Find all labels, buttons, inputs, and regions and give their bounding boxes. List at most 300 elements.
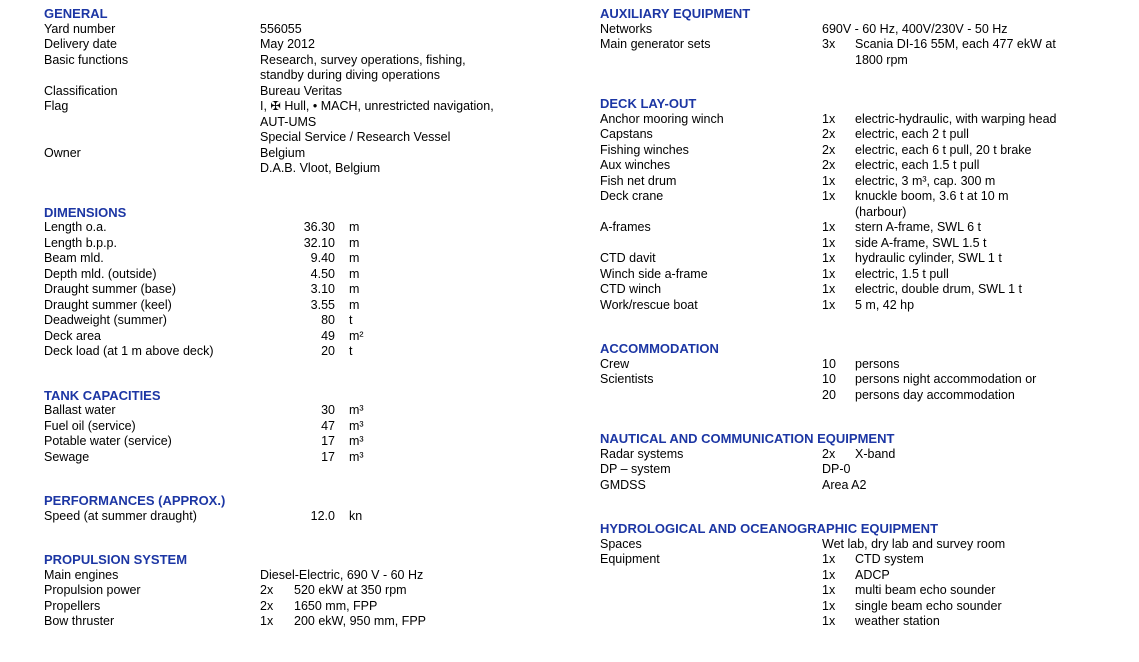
spec-qty: 20	[822, 387, 836, 402]
spec-value	[260, 22, 566, 38]
spec-value	[260, 37, 566, 53]
spec-label: Basic functions	[44, 52, 129, 67]
spec-row	[44, 53, 566, 84]
spec-qty	[822, 53, 855, 69]
spec-text: knuckle boom, 3.6 t at 10 m	[855, 189, 1009, 203]
spec-text: persons night accommodation or	[855, 372, 1037, 386]
spec-value-line	[822, 127, 1137, 143]
section-performances-approx	[44, 493, 566, 524]
spec-value-line	[260, 313, 566, 329]
spec-value	[260, 236, 566, 252]
spec-value-line	[822, 388, 1137, 404]
spec-row	[600, 112, 1137, 128]
spec-number: 20	[321, 344, 335, 358]
section-tank-capacities	[44, 388, 566, 466]
spec-label: Ballast water	[44, 403, 116, 417]
spec-value-line	[822, 614, 1137, 630]
spec-label: Anchor mooring winch	[600, 111, 724, 126]
spec-label: Yard number	[44, 21, 116, 36]
spec-value-line	[260, 568, 566, 584]
spec-value	[822, 220, 1137, 251]
spec-text: electric, each 2 t pull	[855, 127, 969, 141]
spec-value-line	[822, 447, 1137, 463]
spec-value-line	[260, 298, 566, 314]
spec-text: Belgium	[260, 145, 306, 160]
section-general	[44, 6, 566, 177]
section-title: ACCOMMODATION	[600, 341, 719, 356]
spec-unit: kn	[349, 508, 363, 523]
spec-value	[260, 419, 566, 435]
spec-row	[600, 552, 1137, 630]
spec-text: electric, double drum, SWL 1 t	[855, 282, 1022, 296]
spec-value-line	[260, 22, 566, 38]
spec-label: Fuel oil (service)	[44, 418, 136, 433]
spec-value-line	[260, 419, 566, 435]
spec-label: Scientists	[600, 372, 654, 386]
spec-text: Scania DI-16 55M, each 477 ekW at	[855, 37, 1056, 51]
spec-value-line	[822, 372, 1137, 388]
spec-row	[600, 372, 1137, 403]
spec-row	[600, 357, 1137, 373]
spec-number: 80	[321, 313, 335, 327]
spec-text: 1650 mm, FPP	[294, 598, 378, 613]
spec-label: Potable water (service)	[44, 434, 172, 448]
spec-value-line	[822, 143, 1137, 159]
spec-value-line	[260, 403, 566, 419]
spec-label: Spaces	[600, 536, 642, 551]
section-title: NAUTICAL AND COMMUNICATION EQUIPMENT	[600, 431, 895, 446]
section-nautical-and-communication-equipment	[600, 431, 1137, 493]
spec-text: side A-frame, SWL 1.5 t	[855, 235, 987, 250]
spec-value	[822, 174, 1137, 190]
spec-value	[822, 298, 1137, 314]
spec-text: 556055	[260, 21, 302, 36]
spec-text: 5 m, 42 hp	[855, 297, 915, 312]
spec-qty: 1x	[822, 297, 836, 312]
spec-unit: m	[349, 297, 360, 312]
spec-value	[260, 509, 566, 525]
spec-number: 47	[321, 418, 335, 433]
spec-value-line	[822, 236, 1137, 252]
spec-unit: m	[349, 266, 360, 281]
spec-value	[260, 599, 566, 615]
spec-label: Equipment	[600, 552, 660, 566]
spec-label: Bow thruster	[44, 614, 115, 628]
spec-value-line	[822, 189, 1137, 205]
spec-value-line	[822, 599, 1137, 615]
spec-value	[260, 450, 566, 466]
spec-label: Propellers	[44, 598, 101, 613]
spec-label: Draught summer (keel)	[44, 297, 172, 312]
spec-label: A-frames	[600, 220, 651, 234]
spec-value	[822, 189, 1137, 220]
spec-label: Delivery date	[44, 37, 117, 51]
spec-row	[44, 37, 566, 53]
spec-number: 4.50	[310, 266, 335, 281]
spec-number: 17	[321, 449, 335, 464]
spec-row	[600, 37, 1137, 68]
spec-value-line	[260, 146, 566, 162]
spec-unit: t	[349, 313, 353, 327]
spec-number: 9.40	[310, 251, 335, 265]
spec-value	[822, 282, 1137, 298]
spec-qty: 2x	[260, 598, 274, 613]
spec-text: DP-0	[822, 462, 851, 476]
spec-text: electric, each 1.5 t pull	[855, 158, 980, 172]
spec-value-line	[822, 282, 1137, 298]
spec-row	[600, 189, 1137, 220]
spec-value	[822, 37, 1137, 68]
spec-text: I, ✠ Hull, • MACH, unrestricted navigation,	[260, 99, 494, 113]
spec-value-line	[260, 583, 566, 599]
spec-value	[822, 372, 1137, 403]
spec-row	[600, 478, 1137, 494]
spec-qty: 1x	[822, 567, 836, 582]
spec-row	[44, 599, 566, 615]
spec-text: Diesel-Electric, 690 V - 60 Hz	[260, 567, 424, 582]
spec-text: Bureau Veritas	[260, 83, 342, 98]
spec-value	[822, 251, 1137, 267]
spec-qty: 10	[822, 372, 836, 386]
spec-label: Main engines	[44, 567, 119, 582]
spec-value-line	[260, 251, 566, 267]
spec-label: Radar systems	[600, 446, 684, 461]
spec-text: persons	[855, 356, 900, 371]
spec-row	[44, 267, 566, 283]
section-auxiliary-equipment	[600, 6, 1137, 68]
spec-row	[44, 282, 566, 298]
spec-unit: m	[349, 235, 360, 250]
spec-text: electric, 1.5 t pull	[855, 266, 949, 281]
spec-text: electric, 3 m³, cap. 300 m	[855, 173, 996, 188]
spec-qty: 3x	[822, 37, 836, 51]
spec-row	[600, 22, 1137, 38]
section-title: HYDROLOGICAL AND OCEANOGRAPHIC EQUIPMENT	[600, 521, 939, 536]
spec-qty: 2x	[822, 446, 836, 461]
column-left	[44, 6, 566, 630]
spec-value	[822, 447, 1137, 463]
spec-text: 520 ekW at 350 rpm	[294, 583, 407, 597]
spec-label: Crew	[600, 356, 630, 371]
spec-value	[260, 282, 566, 298]
spec-value	[260, 313, 566, 329]
spec-value	[822, 127, 1137, 143]
spec-text: X-band	[855, 446, 896, 461]
spec-value-line	[260, 267, 566, 283]
spec-row	[600, 174, 1137, 190]
spec-row	[600, 251, 1137, 267]
spec-row	[44, 344, 566, 360]
spec-row	[600, 267, 1137, 283]
spec-value-line	[822, 298, 1137, 314]
spec-text: Special Service / Research Vessel	[260, 130, 451, 144]
section-propulsion-system	[44, 552, 566, 630]
spec-label: Owner	[44, 145, 81, 160]
spec-value-line	[822, 220, 1137, 236]
spec-row	[600, 298, 1137, 314]
spec-unit: t	[349, 344, 353, 358]
spec-row	[600, 462, 1137, 478]
spec-number: 17	[321, 434, 335, 448]
spec-row	[44, 298, 566, 314]
spec-label: Length o.a.	[44, 220, 107, 234]
spec-text: hydraulic cylinder, SWL 1 t	[855, 251, 1002, 265]
spec-qty: 1x	[822, 189, 836, 203]
spec-value-line	[822, 478, 1137, 494]
spec-unit: m	[349, 220, 360, 234]
spec-number: 36.30	[303, 220, 335, 234]
spec-text: D.A.B. Vloot, Belgium	[260, 161, 381, 175]
spec-qty: 1x	[822, 173, 836, 188]
spec-qty: 1x	[822, 266, 836, 281]
spec-value-line	[260, 614, 566, 630]
spec-value-line	[822, 357, 1137, 373]
spec-label: Capstans	[600, 127, 653, 141]
spec-row	[44, 84, 566, 100]
spec-qty: 10	[822, 356, 836, 371]
spec-value	[822, 158, 1137, 174]
section-accommodation	[600, 341, 1137, 403]
spec-value-line	[822, 53, 1137, 69]
spec-value-line	[260, 220, 566, 236]
spec-value	[260, 267, 566, 283]
spec-row	[44, 313, 566, 329]
spec-number: 30	[321, 403, 335, 417]
spec-value-line	[260, 509, 566, 525]
spec-qty: 1x	[822, 583, 836, 597]
spec-label: Beam mld.	[44, 251, 104, 265]
spec-value-line	[260, 236, 566, 252]
spec-unit: m³	[349, 418, 364, 433]
spec-qty: 1x	[822, 614, 836, 628]
spec-label: Deck area	[44, 328, 101, 343]
spec-value-line	[260, 53, 566, 69]
spec-value-line	[822, 174, 1137, 190]
spec-value	[260, 53, 566, 84]
column-right	[600, 6, 1137, 630]
spec-text: stern A-frame, SWL 6 t	[855, 220, 981, 234]
spec-label: Deadweight (summer)	[44, 313, 167, 327]
spec-label: Draught summer (base)	[44, 282, 176, 296]
spec-label: Main generator sets	[600, 37, 711, 51]
spec-value-line	[260, 161, 566, 177]
section-title: TANK CAPACITIES	[44, 387, 161, 403]
spec-label: Classification	[44, 83, 118, 98]
spec-text: May 2012	[260, 37, 315, 51]
spec-value	[260, 344, 566, 360]
spec-value-line	[260, 68, 566, 84]
spec-row	[44, 583, 566, 599]
spec-qty: 2x	[822, 127, 836, 141]
spec-value-line	[822, 552, 1137, 568]
spec-text: electric, each 6 t pull, 20 t brake	[855, 142, 1032, 157]
spec-qty: 1x	[822, 251, 836, 265]
spec-value-line	[260, 37, 566, 53]
spec-text: persons day accommodation	[855, 387, 1015, 402]
spec-label: Flag	[44, 99, 69, 113]
spec-number: 12.0	[310, 508, 335, 523]
spec-value	[822, 22, 1137, 38]
spec-label: Aux winches	[600, 158, 671, 172]
spec-value-line	[822, 462, 1137, 478]
spec-qty: 2x	[260, 583, 274, 597]
spec-row	[44, 509, 566, 525]
section-title: PROPULSION SYSTEM	[44, 552, 188, 567]
spec-label: CTD winch	[600, 282, 662, 296]
section-title: AUXILIARY EQUIPMENT	[600, 6, 751, 21]
spec-value-line	[822, 205, 1137, 221]
spec-value	[822, 112, 1137, 128]
spec-row	[44, 568, 566, 584]
spec-number: 49	[321, 328, 335, 343]
spec-label: Sewage	[44, 449, 90, 464]
spec-row	[44, 220, 566, 236]
spec-qty: 1x	[822, 552, 836, 566]
spec-value	[260, 614, 566, 630]
spec-value-line	[822, 267, 1137, 283]
spec-value-line	[822, 112, 1137, 128]
spec-text: 1800 rpm	[855, 52, 908, 67]
spec-label: Winch side a-frame	[600, 266, 708, 281]
spec-row	[44, 419, 566, 435]
spec-value-line	[260, 450, 566, 466]
spec-value-line	[822, 251, 1137, 267]
spec-label: Fishing winches	[600, 142, 689, 157]
spec-value-line	[260, 344, 566, 360]
spec-text: 690V - 60 Hz, 400V/230V - 50 Hz	[822, 21, 1008, 36]
spec-value	[260, 329, 566, 345]
spec-text: AUT-UMS	[260, 114, 317, 129]
spec-value-line	[260, 130, 566, 146]
spec-label: CTD davit	[600, 251, 656, 265]
spec-value	[260, 568, 566, 584]
spec-row	[600, 143, 1137, 159]
spec-text: multi beam echo sounder	[855, 583, 996, 597]
spec-label: Propulsion power	[44, 583, 141, 597]
spec-row	[600, 127, 1137, 143]
spec-value-line	[822, 22, 1137, 38]
spec-row	[44, 99, 566, 146]
spec-value	[260, 146, 566, 177]
spec-value	[822, 552, 1137, 630]
spec-value-line	[260, 99, 566, 115]
spec-unit: m	[349, 251, 360, 265]
spec-qty: 1x	[822, 111, 836, 126]
spec-qty	[822, 205, 855, 221]
spec-value	[260, 99, 566, 146]
spec-row	[44, 236, 566, 252]
spec-label: Networks	[600, 21, 653, 36]
spec-qty: 1x	[822, 282, 836, 296]
spec-value-line	[260, 84, 566, 100]
spec-value	[260, 220, 566, 236]
spec-row	[44, 146, 566, 177]
spec-qty: 1x	[822, 235, 836, 250]
spec-qty: 1x	[260, 614, 274, 628]
spec-label: Depth mld. (outside)	[44, 266, 157, 281]
section-hydrological-and-oceanographic-equipment	[600, 521, 1137, 630]
spec-label: GMDSS	[600, 477, 646, 492]
spec-value-line	[260, 599, 566, 615]
spec-value-line	[260, 115, 566, 131]
spec-text: CTD system	[855, 552, 924, 566]
spec-row	[44, 22, 566, 38]
spec-number: 32.10	[303, 235, 335, 250]
spec-label: Length b.p.p.	[44, 235, 117, 250]
section-dimensions	[44, 205, 566, 360]
spec-row	[600, 282, 1137, 298]
spec-qty: 2x	[822, 142, 836, 157]
spec-value-line	[260, 434, 566, 450]
spec-row	[44, 251, 566, 267]
spec-text: Research, survey operations, fishing,	[260, 52, 466, 67]
spec-value	[260, 403, 566, 419]
spec-qty: 2x	[822, 158, 836, 172]
spec-text: single beam echo sounder	[855, 598, 1002, 613]
spec-value-line	[260, 282, 566, 298]
spec-value-line	[822, 568, 1137, 584]
section-deck-lay-out	[600, 96, 1137, 313]
spec-qty: 1x	[822, 598, 836, 613]
spec-text: (harbour)	[855, 204, 907, 219]
spec-label: Deck crane	[600, 189, 664, 203]
spec-row	[600, 447, 1137, 463]
spec-unit: m³	[349, 403, 364, 417]
spec-text: ADCP	[855, 567, 890, 582]
spec-number: 3.55	[310, 297, 335, 312]
spec-row	[600, 220, 1137, 251]
spec-label: Fish net drum	[600, 173, 677, 188]
spec-value-line	[822, 158, 1137, 174]
spec-text: 200 ekW, 950 mm, FPP	[294, 614, 426, 628]
spec-number: 3.10	[310, 282, 335, 296]
spec-unit: m²	[349, 328, 364, 343]
spec-value	[822, 462, 1137, 478]
spec-text: standby during diving operations	[260, 68, 440, 82]
spec-value-line	[260, 329, 566, 345]
spec-value	[822, 357, 1137, 373]
spec-label: Work/rescue boat	[600, 297, 698, 312]
spec-value	[822, 143, 1137, 159]
spec-text: electric-hydraulic, with warping head	[855, 111, 1057, 126]
spec-value	[260, 298, 566, 314]
spec-value	[260, 434, 566, 450]
spec-text: weather station	[855, 614, 940, 628]
spec-row	[44, 434, 566, 450]
section-title: DECK LAY-OUT	[600, 96, 697, 111]
spec-value	[822, 267, 1137, 283]
spec-unit: m³	[349, 434, 364, 448]
spec-row	[44, 614, 566, 630]
spec-unit: m	[349, 282, 360, 296]
spec-value-line	[822, 37, 1137, 53]
spec-label: DP – system	[600, 462, 671, 476]
spec-row	[44, 450, 566, 466]
spec-row	[44, 403, 566, 419]
spec-label: Deck load (at 1 m above deck)	[44, 344, 214, 358]
spec-value	[260, 583, 566, 599]
spec-row	[600, 537, 1137, 553]
spec-row	[44, 329, 566, 345]
spec-text: Area A2	[822, 477, 867, 492]
spec-value	[822, 478, 1137, 494]
spec-value	[260, 84, 566, 100]
spec-value	[260, 251, 566, 267]
spec-value-line	[822, 583, 1137, 599]
spec-value-line	[822, 537, 1137, 553]
spec-value	[822, 537, 1137, 553]
spec-row	[600, 158, 1137, 174]
